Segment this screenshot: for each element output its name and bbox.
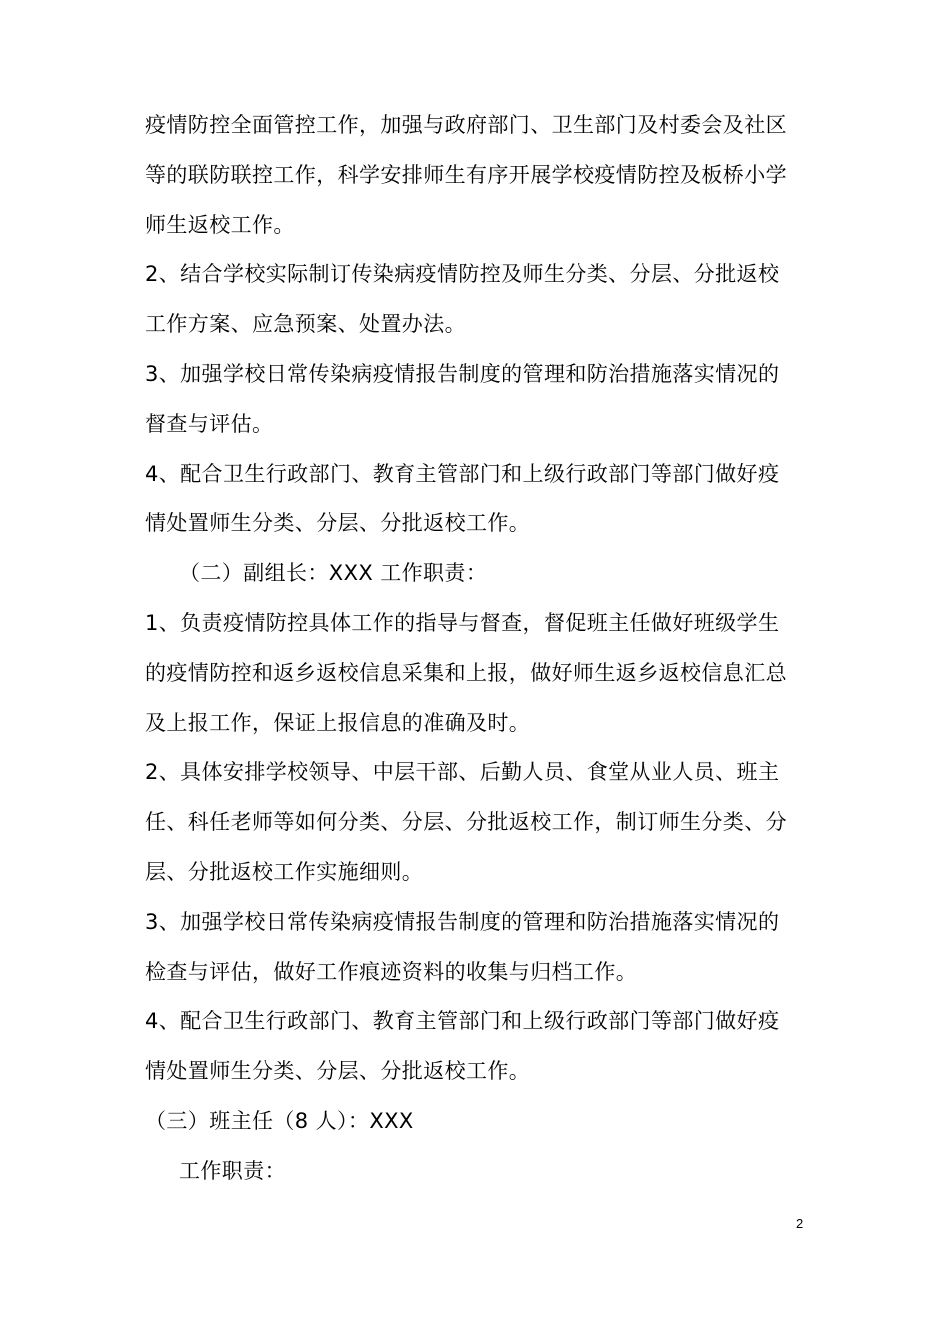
text-line: 2、具体安排学校领导、中层干部、后勤人员、食堂从业人员、班主 bbox=[145, 760, 780, 785]
text-line: 及上报工作，保证上报信息的准确及时。 bbox=[145, 710, 531, 735]
text-line: 4、配合卫生行政部门、教育主管部门和上级行政部门等部门做好疫 bbox=[145, 1009, 780, 1034]
text-line: 督查与评估。 bbox=[145, 411, 274, 436]
text-line: 3、加强学校日常传染病疫情报告制度的管理和防治措施落实情况的 bbox=[145, 909, 780, 934]
text-line: 工作方案、应急预案、处置办法。 bbox=[145, 312, 466, 337]
subsection-heading: 工作职责： bbox=[179, 1158, 286, 1183]
document-body bbox=[145, 101, 825, 1197]
text-line: 任、科任老师等如何分类、分层、分批返校工作，制订师生分类、分 bbox=[145, 810, 787, 835]
text-line: 等的联防联控工作，科学安排师生有序开展学校疫情防控及板桥小学 bbox=[145, 162, 787, 187]
text-line: 层、分批返校工作实施细则。 bbox=[145, 859, 424, 884]
text-line: 师生返校工作。 bbox=[145, 212, 295, 237]
text-line: 情处置师生分类、分层、分批返校工作。 bbox=[145, 511, 531, 536]
section-heading: （二）副组长：XXX 工作职责： bbox=[179, 561, 488, 586]
text-line: 2、结合学校实际制订传染病疫情防控及师生分类、分层、分批返校 bbox=[145, 262, 780, 287]
text-line: 的疫情防控和返乡返校信息采集和上报，做好师生返乡返校信息汇总 bbox=[145, 660, 787, 685]
text-line: 1、负责疫情防控具体工作的指导与督查，督促班主任做好班级学生 bbox=[145, 610, 780, 635]
text-line: 3、加强学校日常传染病疫情报告制度的管理和防治措施落实情况的 bbox=[145, 361, 780, 386]
page-number: 2 bbox=[796, 1216, 804, 1231]
section-heading: （三）班主任（8 人）：XXX bbox=[145, 1108, 414, 1133]
text-line: 疫情防控全面管控工作，加强与政府部门、卫生部门及村委会及社区 bbox=[145, 113, 787, 137]
text-line: 情处置师生分类、分层、分批返校工作。 bbox=[145, 1059, 531, 1084]
text-line: 4、配合卫生行政部门、教育主管部门和上级行政部门等部门做好疫 bbox=[145, 461, 780, 486]
text-line: 检查与评估，做好工作痕迹资料的收集与归档工作。 bbox=[145, 959, 638, 984]
